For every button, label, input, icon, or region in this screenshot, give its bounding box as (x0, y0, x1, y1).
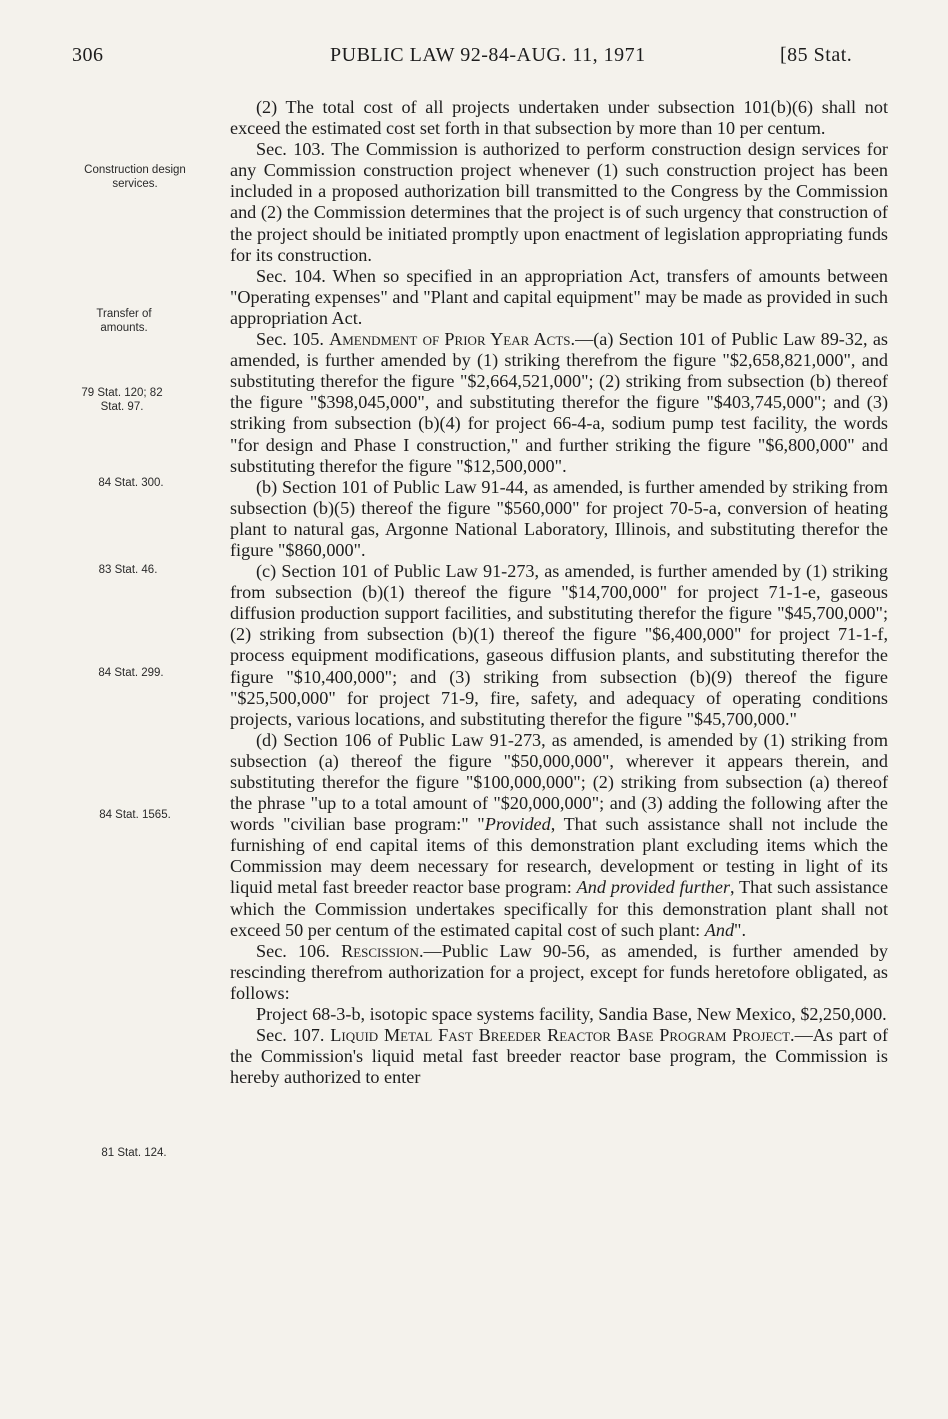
italic-provided-further: And provided further (576, 877, 731, 898)
section-text: —Public Law 90-56, as amended, is further amended by rescinding therefrom authorization for a project, except for funds heretofore obligated, as follows: (230, 940, 888, 1003)
section-text: —As part of the Commission's liquid metal fast breeder reactor base program, the Commission is hereby authorized to enter (230, 1025, 889, 1088)
section-number: Sec. 105. (256, 329, 330, 350)
margin-note-stat-84-299: 84 Stat. 299. (98, 667, 164, 679)
margin-note-stat-84-1565: 84 Stat. 1565. (99, 809, 171, 821)
margin-note-stat-79-82: 79 Stat. 120; 82 Stat. 97. (81, 387, 163, 413)
paragraph-text: (d) Section 106 of Public Law 91-273, as amended, is amended by (1) striking from subsection (a) thereof the figure "$50,000,000", wherever it appears therein, and substituting therefor the figure "$100,000,000"; (2) striking from subsection (a) thereof the phrase "up to a total amount of "$20,000,000"; and (3) adding the following after the words "civilian base program:" " (230, 729, 888, 835)
paragraph-sec-103: Sec. 103. The Commission is authorized to perform construction design services for any Commission construction project whenever (1) such construction project has been included in a proposed authorization bill transmitted to the Congress by the Commission and (2) the Commission determines that the project is of such urgency that construction of the project should be initiated promptly upon enactment of legislation appropriating funds for its construction. (230, 139, 888, 265)
margin-note-transfer-amounts: Transfer of amounts. (96, 308, 152, 334)
section-heading: Amendment of Prior Year Acts. (329, 329, 576, 350)
paragraph-sec-105-a (230, 329, 888, 477)
page-header (0, 44, 948, 74)
running-title: PUBLIC LAW 92-84-AUG. 11, 1971 (330, 44, 646, 66)
section-number: Sec. 106. (256, 940, 342, 961)
paragraph-total-cost: (2) The total cost of all projects undertaken under subsection 101(b)(6) shall not exceed the estimated cost set forth in that subsection by more than 10 per centum. (230, 97, 888, 139)
document-body (230, 97, 888, 1088)
paragraph-text: , That such assistance shall not include the furnishing of end capital items of this demonstration plant excluding items which the Commission may deem necessary for research, development or testing in light of its liquid metal fast breeder reactor base program: (230, 814, 889, 898)
paragraph-sec-104: Sec. 104. When so specified in an appropriation Act, transfers of amounts between "Operating expenses" and "Plant and capital equipment" may be made as provided in such appropriation Act. (230, 265, 888, 328)
paragraph-sec-105-c: (c) Section 101 of Public Law 91-273, as amended, is further amended by (1) striking from subsection (b)(1) thereof the figure "$14,700,000" for project 71-1-e, gaseous diffusion production support facilities, and substituting therefor the figure "$45,700,000"; (2) striking from subsection (b)(1) thereof the figure "$6,400,000" for project 71-1-f, process equipment modifications, gaseous diffusion plants, and substituting therefor the figure "$10,400,000"; and (3) striking from subsection (b)(9) thereof the figure "$25,500,000" for project 71-9, fire, safety, and adequacy of operating conditions projects, various locations, and substituting therefor the figure "$45,700,000." (230, 561, 888, 729)
paragraph-project-68-3-b: Project 68-3-b, isotopic space systems facility, Sandia Base, New Mexico, $2,250,000. (256, 1004, 887, 1025)
section-heading: Rescission. (341, 940, 424, 961)
paragraph-sec-107 (230, 1025, 888, 1088)
section-heading: Liquid Metal Fast Breeder Reactor Base Program Project. (330, 1025, 795, 1046)
margin-note-stat-84-300: 84 Stat. 300. (98, 477, 164, 489)
paragraph-sec-105-b: (b) Section 101 of Public Law 91-44, as amended, is further amended by striking from subsection (b)(5) thereof the figure "$560,000" for project 70-5-a, conversion of heating plant to natural gas, Argonne National Laboratory, Illinois, and substituting therefor the figure "$860,000". (230, 476, 888, 560)
page-number: 306 (72, 44, 104, 66)
statute-reference: [85 Stat. (780, 44, 853, 66)
paragraph-text: ". (734, 919, 747, 940)
section-number: Sec. 107. (256, 1025, 331, 1046)
paragraph-sec-105-d (230, 730, 888, 941)
margin-note-stat-83-46: 83 Stat. 46. (98, 564, 158, 576)
margin-note-stat-81-124: 81 Stat. 124. (101, 1147, 167, 1159)
margin-note-construction-design: Construction design services. (84, 164, 186, 190)
italic-provided: Provided (484, 814, 551, 835)
section-text: —(a) Section 101 of Public Law 89-32, as amended, is further amended by (1) striking therefrom the figure "$2,658,821,000", and substituting therefor the figure "$2,664,521,000"; (2) striking from subsection (b) thereof the figure "$398,045,000", and substituting therefor the figure "$403,745,000"; and (3) striking from subsection (b)(4) for project 66-4-a, sodium pump test facility, the words "for design and Phase I construction," and further striking the figure "$6,800,000" and substituting therefor the figure "$12,500,000". (230, 329, 888, 476)
italic-and: And (704, 919, 735, 940)
paragraph-text: , That such assistance which the Commission undertakes specifically for this demonstration plant shall not exceed 50 per centum of the estimated capital cost of such plant: (230, 877, 889, 940)
paragraph-sec-106 (230, 941, 888, 1004)
